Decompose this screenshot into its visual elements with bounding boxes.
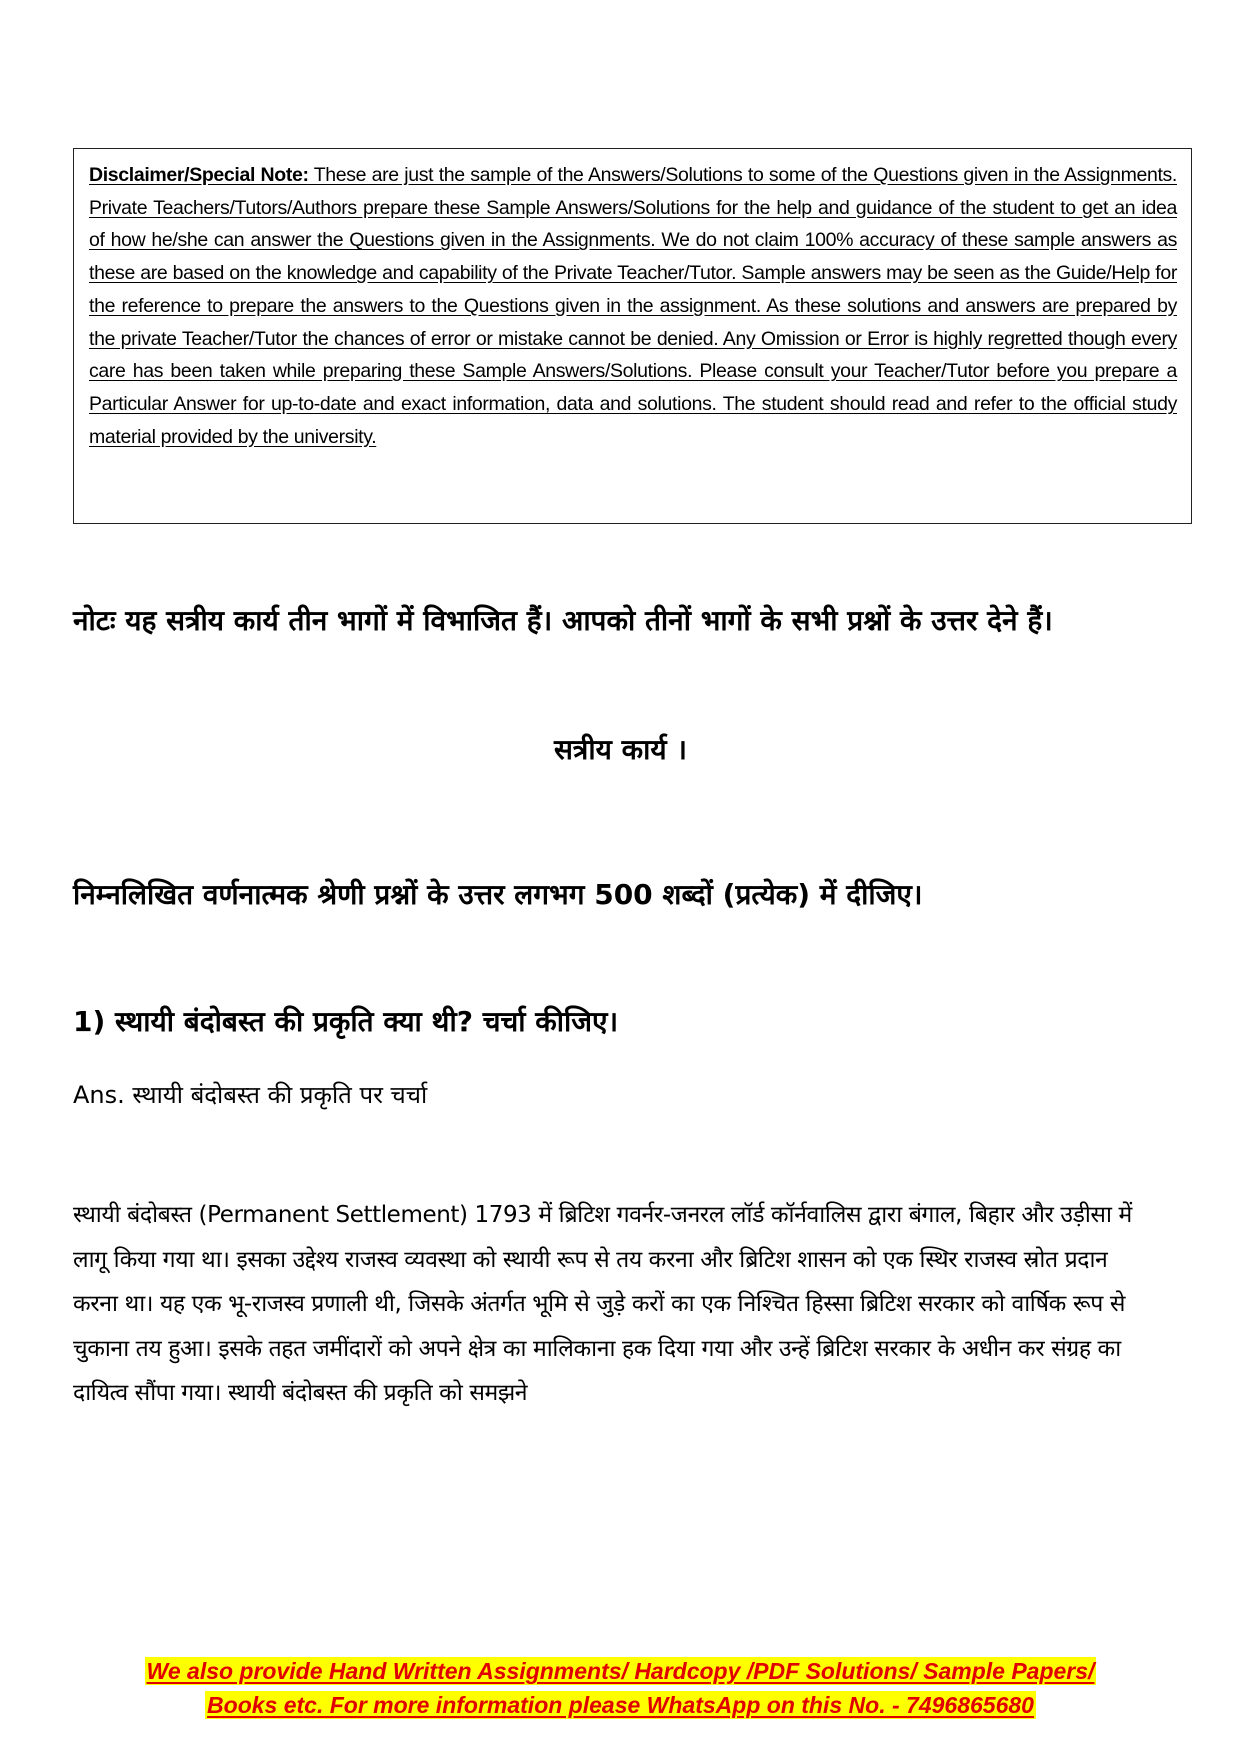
question-1: 1) स्थायी बंदोबस्त की प्रकृति क्या थी? चर्चा कीजिए। [73, 1005, 619, 1038]
footer-promo [0, 1654, 1241, 1722]
disclaimer-text: These are just the sample of the Answers/Solutions to some of the Questions given in the Assignments. Private Teachers/Tutors/Authors prepare these Sample Answers/Solutions for the help and guidance of the student to get an idea of how he/she can answer the Questions given in the Assignments. We do not claim 100% accuracy of these sample answers as these are based on the knowledge and capability of the Private Teacher/Tutor. Sample answers may be seen as the Guide/Help for the reference to prepare the answers to the Questions given in the assignment. As these solutions and answers are prepared by the private Teacher/Tutor the chances of error or mistake cannot be denied. Any Omission or Error is highly regretted though every care has been taken while preparing these Sample Answers/Solutions. Please consult your Teacher/Tutor before you prepare a Particular Answer for up-to-date and exact information, data and solutions. The student should read and refer to the official study material provided by the university. [89, 164, 1177, 448]
answer-heading: Ans. स्थायी बंदोबस्त की प्रकृति पर चर्चा [73, 1081, 428, 1109]
disclaimer-label: Disclaimer/Special Note: [89, 164, 309, 186]
disclaimer-box [73, 148, 1192, 524]
assignment-note: नोटः यह सत्रीय कार्य तीन भागों में विभाजित हैं। आपको तीनों भागों के सभी प्रश्नों के उत्तर देने हैं। [73, 604, 1053, 637]
answer-body: स्थायी बंदोबस्त (Permanent Settlement) 1793 में ब्रिटिश गवर्नर-जनरल लॉर्ड कॉर्नवालिस द्वारा बंगाल, बिहार और उड़ीसा में लागू किया गया था। इसका उद्देश्य राजस्व व्यवस्था को स्थायी रूप से तय करना और ब्रिटिश शासन को एक स्थिर राजस्व स्रोत प्रदान करना था। यह एक भू-राजस्व प्रणाली थी, जिसके अंतर्गत भूमि से जुड़े करों का एक निश्चित हिस्सा ब्रिटिश सरकार को वार्षिक रूप से चुकाना तय हुआ। इसके तहत जमींदारों को अपने क्षेत्र का मालिकाना हक दिया गया और उन्हें ब्रिटिश सरकार के अधीन कर संग्रह का दायित्व सौंपा गया। स्थायी बंदोबस्त की प्रकृति को समझने [73, 1202, 1132, 1407]
instruction-text: निम्नलिखित वर्णनात्मक श्रेणी प्रश्नों के उत्तर लगभग 500 शब्दों (प्रत्येक) में दीजिए। [73, 878, 923, 911]
footer-line-2: Books etc. For more information please WhatsApp on this No. - 7496865680 [207, 1692, 1034, 1718]
disclaimer-paragraph [89, 159, 1177, 453]
footer-line-1: We also provide Hand Written Assignments/ Hardcopy /PDF Solutions/ Sample Papers/ [146, 1658, 1095, 1684]
section-title: सत्रीय कार्य । [554, 733, 687, 766]
